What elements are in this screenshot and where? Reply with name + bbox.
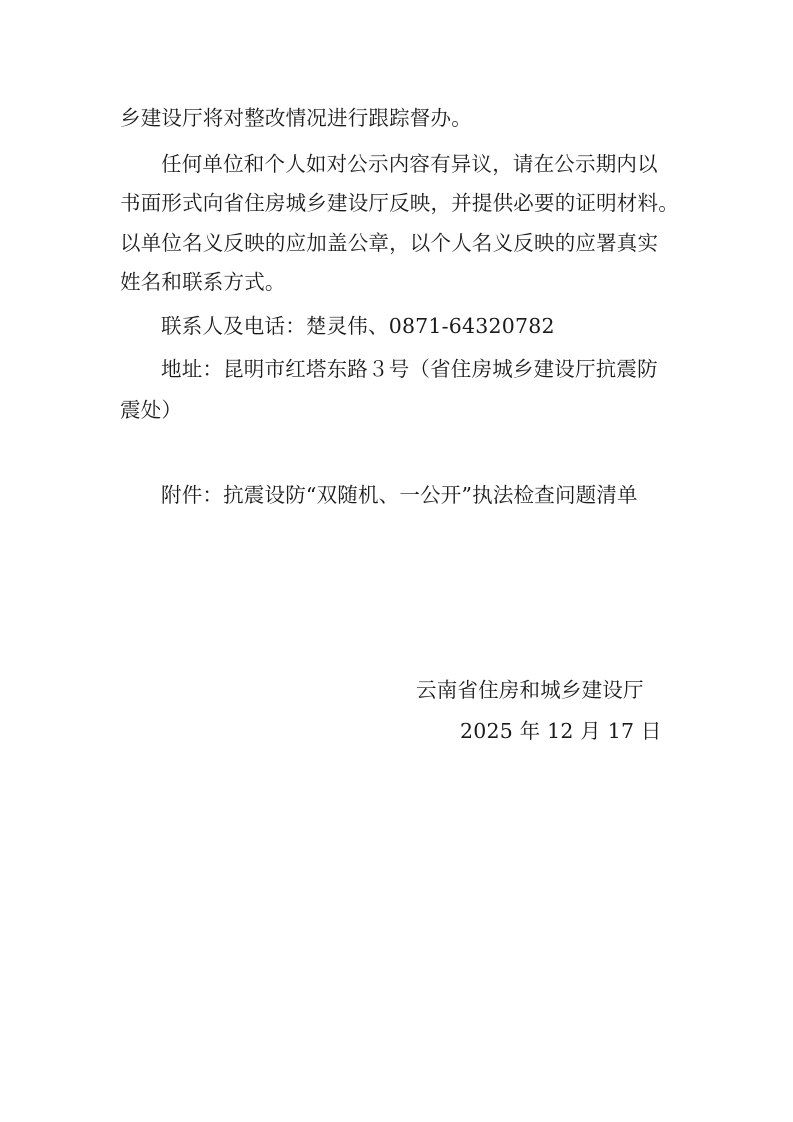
body-paragraph-objection-line-2: 书面形式向省住房城乡建设厅反映，并提供必要的证明材料。	[120, 191, 679, 215]
signature-date: 2025 年 12 月 17 日	[460, 719, 662, 743]
signature-organization: 云南省住房和城乡建设厅	[416, 678, 644, 702]
address-line-2: 震处）	[120, 398, 183, 422]
attachment-line: 附件：抗震设防“双随机、一公开”执法检查问题清单	[161, 483, 638, 507]
contact-line: 联系人及电话：楚灵伟、0871-64320782	[161, 314, 555, 338]
body-line-continuation: 乡建设厅将对整改情况进行跟踪督办。	[120, 106, 472, 130]
body-paragraph-objection-line-1: 任何单位和个人如对公示内容有异议，请在公示期内以	[161, 152, 658, 176]
address-line-1: 地址：昆明市红塔东路３号（省住房城乡建设厅抗震防	[161, 357, 658, 381]
body-paragraph-objection-line-3: 以单位名义反映的应加盖公章，以个人名义反映的应署真实	[120, 231, 659, 255]
body-paragraph-objection-line-4: 姓名和联系方式。	[120, 270, 286, 294]
